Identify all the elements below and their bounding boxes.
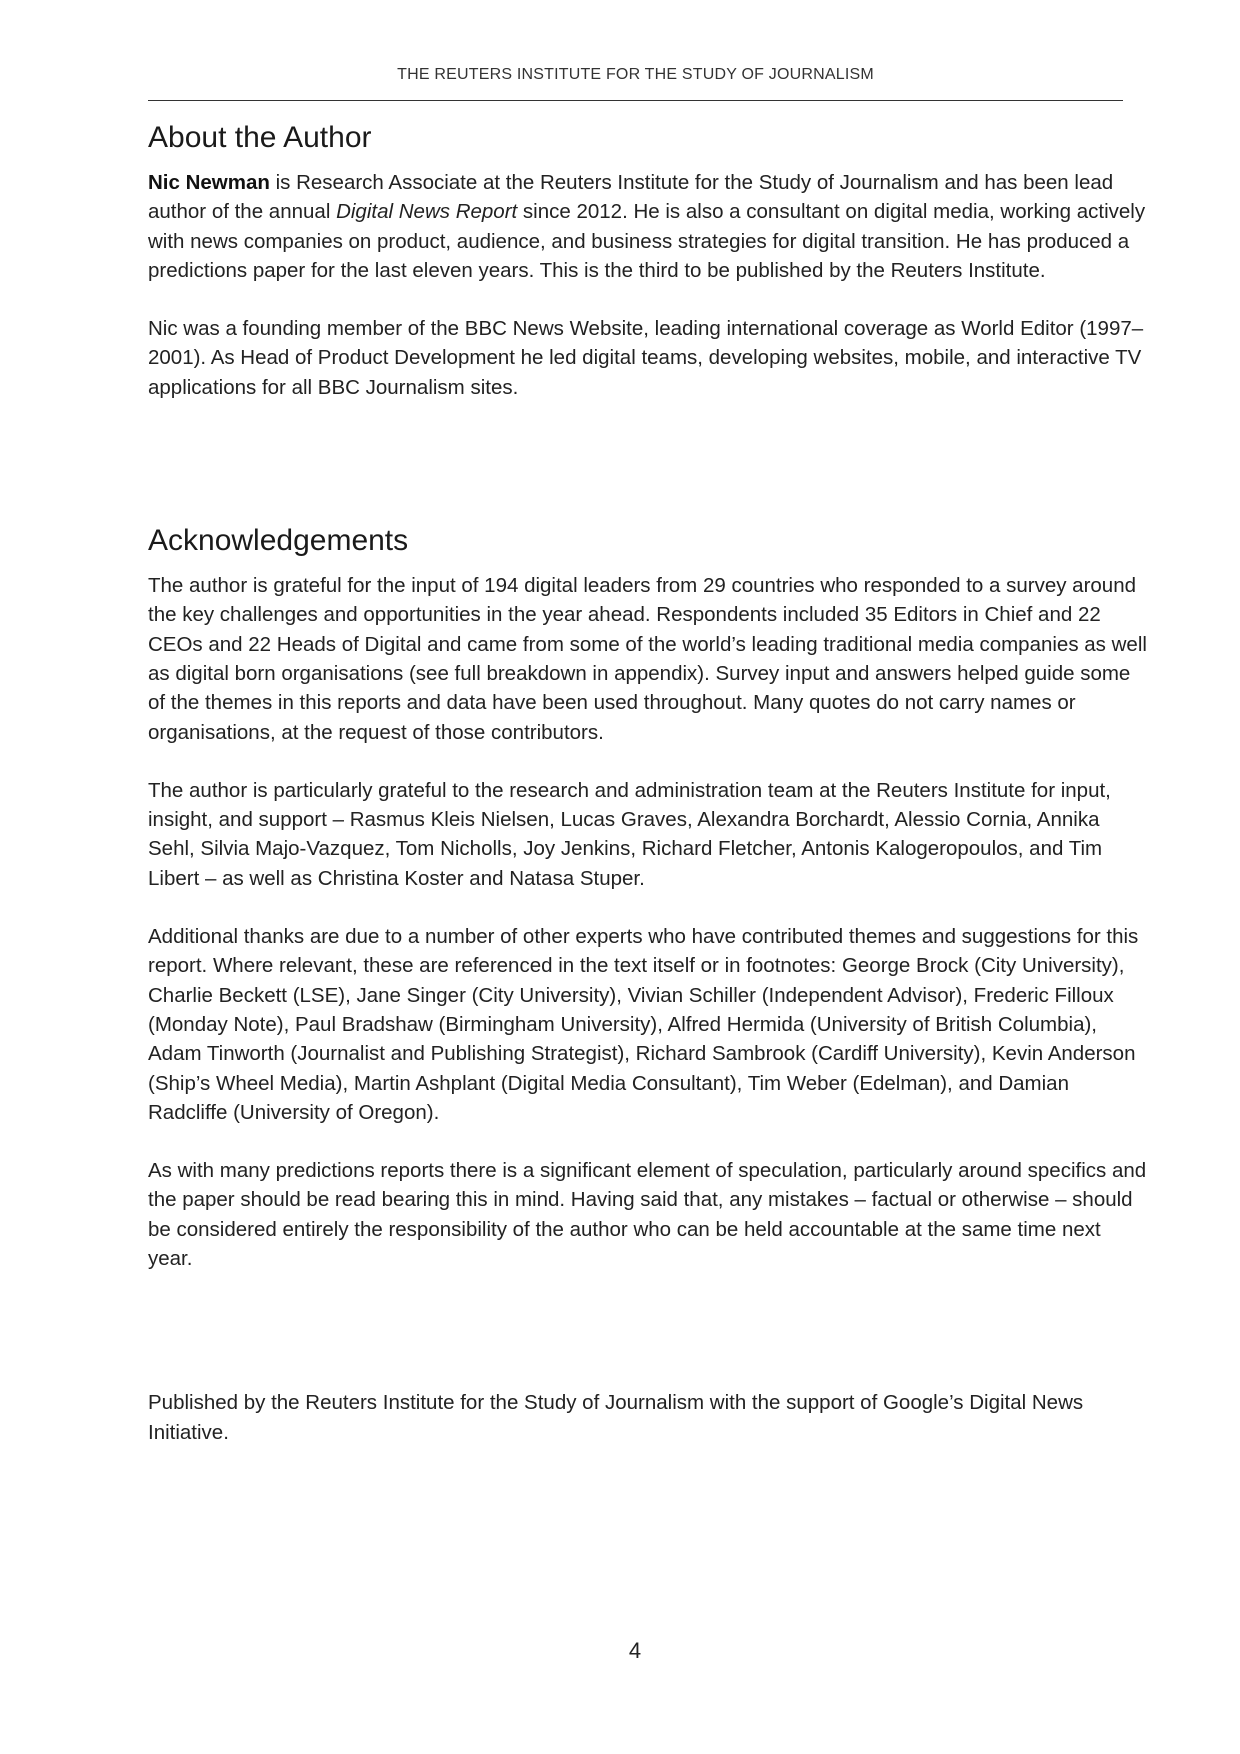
header-divider — [148, 100, 1123, 101]
about-author-paragraph-2: Nic was a founding member of the BBC News Website, leading international coverage as World Editor (1997–2001). As Head of Product Development he led digital teams, developing websites, mobile, and interactive TV applications for all BBC Journalism sites. — [148, 317, 1144, 399]
author-name: Nic Newman — [148, 171, 270, 194]
about-text-part-2: since 2012. He is also a consultant on digital media, working actively with news companies on product, audience, and business strategies for digital transition. He has produced a predictions paper for the last eleven years. This is the third to be published by the Reuters Institute. — [148, 200, 1146, 282]
page-content — [148, 118, 1148, 1476]
acknowledgements-paragraph-3: Additional thanks are due to a number of other experts who have contributed themes and suggestions for this report. Where relevant, these are referenced in the text itself or in footnotes: George Brock (City University), Charlie Beckett (LSE), Jane Singer (City University), Vivian Schiller (Independent Advisor), Frederic Filloux (Monday Note), Paul Bradshaw (Birmingham University), Alfred Hermida (University of British Columbia), Adam Tinworth (Journalist and Publishing Strategist), Richard Sambrook (Cardiff University), Kevin Anderson (Ship’s Wheel Media), Martin Ashplant (Digital Media Consultant), Tim Weber (Edelman), and Damian Radcliffe (University of Oregon). — [148, 925, 1139, 1124]
acknowledgements-section — [148, 521, 1148, 1273]
about-author-section — [148, 118, 1148, 402]
publication-note: Published by the Reuters Institute for the Study of Journalism with the support of Google’s Digital News Initiative. — [148, 1391, 1084, 1444]
running-header: THE REUTERS INSTITUTE FOR THE STUDY OF JOURNALISM — [397, 66, 874, 83]
acknowledgements-paragraph-1: The author is grateful for the input of 194 digital leaders from 29 countries who responded to a survey around the key challenges and opportunities in the year ahead. Respondents included 35 Editors in Chief and 22 CEOs and 22 Heads of Digital and came from some of the world’s leading traditional media companies as well as digital born organisations (see full breakdown in appendix). Survey input and answers helped guide some of the themes in this reports and data have been used throughout. Many quotes do not carry names or organisations, at the request of those contributors. — [148, 574, 1147, 744]
acknowledgements-heading: Acknowledgements — [148, 524, 409, 558]
about-author-paragraph-1 — [148, 168, 1148, 285]
about-text-part-1: is Research Associate at the Reuters Institute for the Study of Journalism and has been lead author of the annual — [148, 171, 1114, 224]
page-number: 4 — [628, 1638, 642, 1663]
acknowledgements-paragraph-4: As with many predictions reports there is a significant element of speculation, particularly around specifics and the paper should be read bearing this in mind. Having said that, any mistakes – factual or otherwise – should be considered entirely the responsibility of the author who can be held accountable at the same time next year. — [148, 1159, 1147, 1271]
section-spacer — [148, 431, 1148, 521]
acknowledgements-paragraph-2: The author is particularly grateful to the research and administration team at the Reuters Institute for input, insight, and support – Rasmus Kleis Nielsen, Lucas Graves, Alexandra Borchardt, Alessio Cornia, Annika Sehl, Silvia Majo-Vazquez, Tom Nicholls, Joy Jenkins, Richard Fletcher, Antonis Kalogeropoulos, and Tim Libert – as well as Christina Koster and Natasa Stuper. — [148, 778, 1111, 890]
report-title: Digital News Report — [336, 200, 518, 224]
publication-spacer — [148, 1302, 1148, 1388]
about-author-heading: About the Author — [148, 121, 372, 154]
